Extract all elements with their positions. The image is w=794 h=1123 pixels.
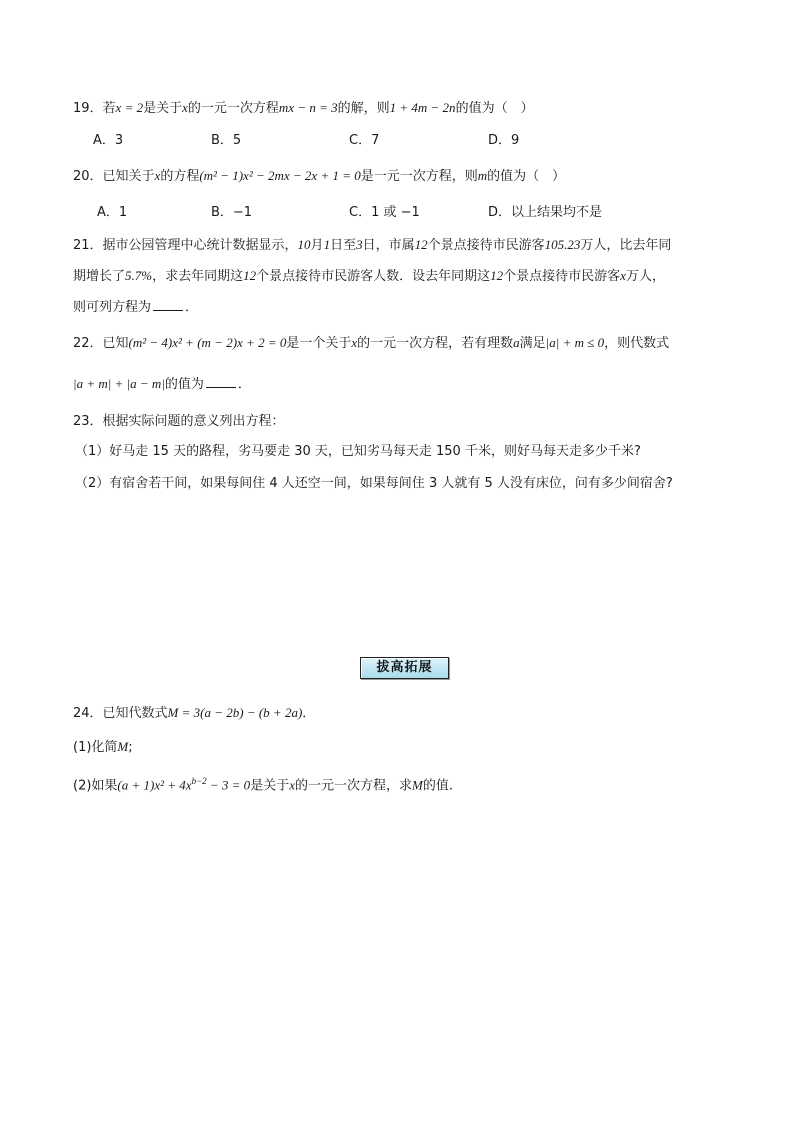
q21-count: 12 — [490, 268, 504, 283]
q24-sub2-var2: M — [412, 777, 423, 793]
q21-text: 万人， — [625, 269, 665, 284]
q24-sub1-text: (1)化简 — [73, 740, 118, 755]
q24-suffix: ． — [302, 706, 316, 721]
q24-sub2-text: 的一元一次方程，求 — [294, 778, 412, 794]
q22-text: 的值为 — [164, 377, 204, 392]
q19-option-d: D．9 — [488, 133, 520, 148]
q20-prefix: 20．已知关于 — [73, 169, 155, 184]
q19-option-a: A．3 — [93, 133, 124, 148]
q21-answer-blank[interactable] — [153, 298, 183, 311]
q24-sub2-equation-end: − 3 = 0 — [206, 777, 251, 793]
q20-option-d: D．以上结果均不是 — [488, 205, 603, 220]
q19-option-c: C．7 — [349, 133, 380, 148]
q22-answer-blank[interactable] — [206, 375, 236, 388]
q21-text: 万人，比去年同 — [580, 238, 672, 253]
q21-text: ，求去年同期这 — [152, 269, 244, 284]
q24-sub2-text: 是关于 — [250, 778, 290, 794]
q22-prefix: 22．已知 — [73, 336, 129, 351]
q20-var2: m — [477, 168, 488, 183]
q19-text3: 的解，则 — [337, 101, 390, 116]
q21-text: 个景点接待市民游客 — [427, 238, 545, 253]
q22-var2: a — [513, 335, 520, 350]
q21-text: 个景点接待市民游客 — [503, 269, 621, 284]
q22-expression: |a + m| + |a − m| — [73, 376, 165, 391]
q21-day-start: 1 — [323, 237, 331, 252]
q19-text1: 是关于 — [143, 101, 183, 116]
q21-text: 日至 — [330, 238, 357, 253]
question-23-sub-2: （2）有宿舍若干间，如果每间住 4 人还空一间，如果每间住 3 人就有 5 人没有床位，问有多少间宿舍? — [75, 476, 673, 491]
question-22-line-1 — [73, 333, 669, 354]
q21-count: 12 — [414, 237, 428, 252]
section-banner: 拔高拓展 — [360, 657, 449, 679]
q21-text: 21．据市公园管理中心统计数据显示， — [73, 238, 298, 253]
q19-text2: 的一元一次方程 — [187, 101, 279, 116]
q19-option-b: B．5 — [211, 133, 242, 148]
q24-sub2-text: 的值. — [422, 778, 453, 794]
question-21-line-3 — [73, 298, 198, 318]
question-20 — [73, 166, 565, 187]
q20-option-a: A．1 — [97, 205, 128, 220]
q22-text: 是一个关于 — [286, 336, 352, 351]
q24-sub1-var: M — [117, 739, 129, 754]
question-24-sub-1 — [73, 737, 133, 758]
question-24-sub-2 — [73, 771, 453, 796]
q21-month: 10 — [297, 237, 311, 252]
q22-equation: (m² − 4)x² + (m − 2)x + 2 = 0 — [128, 335, 287, 350]
question-22-line-2 — [73, 374, 251, 395]
q22-var: x — [351, 335, 358, 350]
q20-text3: 的值为（ ） — [487, 169, 566, 184]
q19-eq1: x = 2 — [115, 100, 144, 115]
q21-growth: 5.7% — [125, 268, 153, 283]
q22-condition: |a| + m ≤ 0 — [545, 335, 605, 350]
q22-text: 满足 — [519, 336, 546, 351]
q22-text: 的一元一次方程，若有理数 — [357, 336, 514, 351]
q20-var: x — [154, 168, 161, 183]
q24-prefix: 24．已知代数式 — [73, 706, 168, 721]
q22-text: ，则代数式 — [604, 336, 670, 351]
q19-eq2: mx − n = 3 — [278, 100, 338, 115]
q20-eq: (m² − 1)x² − 2mx − 2x + 1 = 0 — [199, 168, 361, 183]
q19-var: x — [182, 100, 188, 115]
q21-var: x — [620, 268, 626, 283]
q21-text: 则可列方程为 — [73, 300, 152, 315]
q24-sub1-text: ; — [128, 740, 133, 755]
q20-text1: 的方程 — [160, 169, 200, 184]
q21-visitors: 105.23 — [544, 237, 581, 252]
q21-text: 月 — [310, 238, 324, 253]
q24-equation: M = 3(a − 2b) − (b + 2a) — [167, 705, 303, 720]
q21-day-end: 3 — [356, 237, 363, 252]
q24-sub2-text: (2)如果 — [73, 778, 118, 794]
question-24 — [73, 703, 315, 724]
q19-prefix: 19．若 — [73, 101, 116, 116]
q19-options — [0, 131, 794, 151]
q20-text2: 是一元一次方程，则 — [360, 169, 478, 184]
question-23-sub-1: （1）好马走 15 天的路程，劣马要走 30 天，已知劣马每天走 150 千米，则好马每天走多少千米? — [75, 444, 641, 459]
q22-text: ． — [237, 377, 251, 392]
q21-text: 期增长了 — [73, 269, 126, 284]
q20-option-b: B．−1 — [211, 205, 253, 220]
q21-text: 日，市属 — [362, 238, 415, 253]
q24-sub2-exponent: b−2 — [191, 776, 207, 786]
q21-text: ． — [185, 300, 199, 315]
q24-sub2-var: x — [289, 777, 295, 793]
q19-text4: 的值为（ ） — [455, 101, 534, 116]
q20-options — [0, 203, 794, 223]
question-19 — [73, 98, 534, 119]
q21-count: 12 — [243, 268, 257, 283]
q19-expr: 1 + 4m − 2n — [389, 100, 456, 115]
q20-option-c: C．1 或 −1 — [349, 205, 420, 220]
q21-text: 个景点接待市民游客人数．设去年同期这 — [256, 269, 491, 284]
question-23-title: 23．根据实际问题的意义列出方程： — [73, 414, 285, 429]
question-21-line-1 — [73, 235, 671, 256]
question-21-line-2 — [73, 266, 665, 287]
q24-sub2-equation: (a + 1)x² + 4x — [117, 777, 192, 793]
